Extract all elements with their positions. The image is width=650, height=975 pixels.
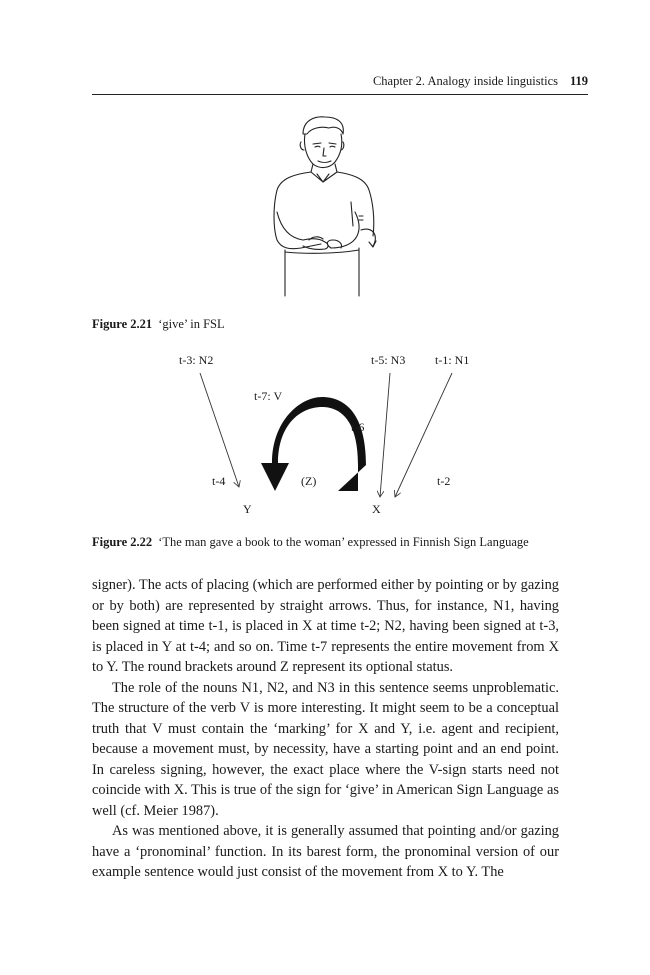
arrow-n3-to-x (380, 373, 390, 497)
figure-2-21-illustration (255, 112, 395, 298)
label-t3: t-3: N2 (179, 353, 214, 367)
paragraph: The role of the nouns N1, N2, and N3 in this sentence seems unproblematic. The structure of the verb V is more interesting. It might seem to be a conceptual truth that V must contain the ‘marking’ for X and Y, i.e. agent and recipient, because a movement must, by necessity, have a starting point and an end point. In careless signing, however, the exact place where the V-sign starts need not coincide with X. This is true of the sign for ‘give’ in American Sign Language as well (cf. Meier 1987). (92, 679, 559, 819)
figure-label: Figure 2.21 (92, 317, 153, 331)
body-text (92, 575, 559, 883)
diagram-arrows (92, 345, 588, 525)
page-number: 119 (569, 74, 588, 88)
label-t5: t-5: N3 (371, 353, 406, 367)
caption-text: ‘The man gave a book to the woman’ expressed in Finnish Sign Language (158, 535, 529, 549)
figure-2-21-caption (92, 317, 225, 332)
figure-2-22-diagram (92, 345, 588, 525)
figure-2-22-caption (92, 535, 529, 550)
label-t6: t-6 (351, 420, 365, 434)
label-y: Y (243, 502, 252, 516)
label-t1: t-1: N1 (435, 353, 470, 367)
running-header (92, 72, 588, 95)
caption-text: ‘give’ in FSL (158, 317, 225, 331)
figure-label: Figure 2.22 (92, 535, 153, 549)
arrow-n2-to-y (200, 373, 239, 487)
paragraph: signer). The acts of placing (which are performed either by pointing or by gazing or by both) are represented by straight arrows. Thus, for instance, N1, having been signed at time t-1, is placed in X at time t-2; N2, having been signed at t-3, is placed in Y at t-4; and so on. Time t-7 represents the entire movement from X to Y. The round brackets around Z represent its optional status. (92, 577, 559, 675)
paragraph: As was mentioned above, it is generally assumed that pointing and/or gazing have a ‘pronominal’ function. In its barest form, the pronominal version of our example sentence would just consist of the movement from X to Y. The (92, 823, 559, 880)
label-x: X (372, 502, 381, 516)
label-z: (Z) (301, 474, 317, 488)
chapter-title: Chapter 2. Analogy inside linguistics (372, 74, 558, 88)
label-t4: t-4 (212, 474, 226, 488)
label-t7: t-7: V (254, 389, 283, 403)
label-t2: t-2 (437, 474, 451, 488)
